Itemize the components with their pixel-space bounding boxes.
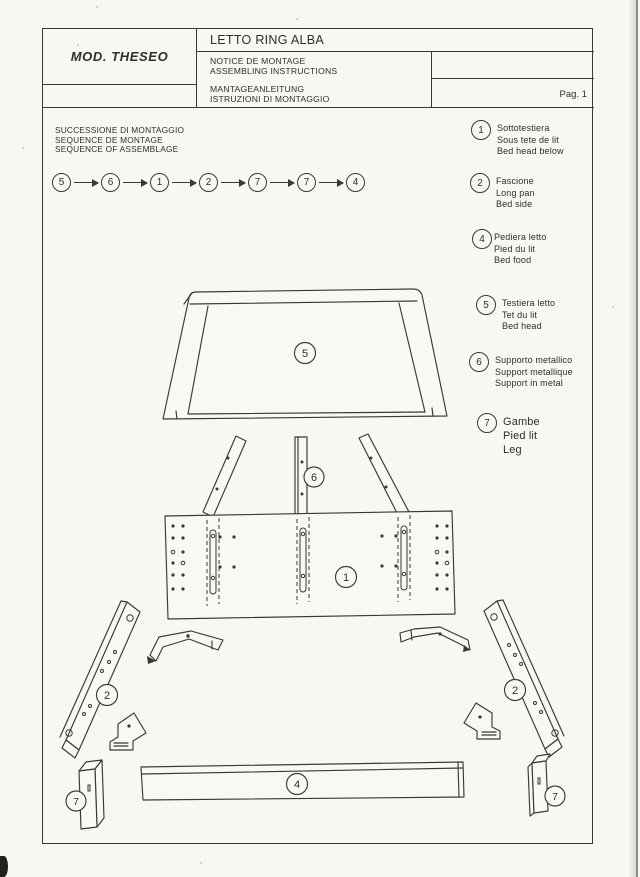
part-number-badge: 2	[470, 173, 490, 193]
part-number-badge: 1	[471, 120, 491, 140]
sequence-step-badge: 5	[52, 173, 71, 192]
part-number-badge: 6	[469, 352, 489, 372]
callout-testiera: 5	[301, 348, 309, 360]
scan-speck	[22, 147, 24, 149]
callout-fascione-left: 2	[103, 690, 111, 702]
part-name-it: Fascione	[496, 176, 534, 186]
sequence-heading-line: SUCCESSIONE DI MONTAGGIO	[55, 125, 185, 135]
sequence-step-badge: 4	[346, 173, 365, 192]
bracket-angle-right	[464, 703, 500, 739]
part-name-fr: Sous tete de lit	[497, 134, 559, 145]
part-name-it: Sottotestiera	[497, 123, 550, 133]
sequence-step-badge: 7	[248, 173, 267, 192]
scan-edge-shadow	[628, 0, 636, 877]
instruction-block-2	[210, 85, 330, 104]
page-number: Pag. 1	[559, 89, 587, 100]
bracket-curved-right	[400, 627, 470, 652]
part-name-en: Bed head	[502, 321, 542, 331]
instruction-block-1	[210, 57, 337, 76]
part-name-en: Leg	[503, 444, 522, 456]
part-name-en: Bed food	[494, 255, 532, 265]
callout-sottotestiera: 1	[342, 572, 350, 584]
part-name-it: Supporto metallico	[495, 355, 573, 365]
exploded-diagram	[42, 106, 594, 844]
instruction-line: MANTAGEANLEITUNG	[210, 84, 305, 94]
bracket-curved-left	[147, 631, 223, 664]
instruction-line: ASSEMBLING INSTRUCTIONS	[210, 65, 338, 76]
part-gamba-right	[528, 754, 550, 816]
scan-edge-line	[636, 0, 638, 877]
part-sottotestiera	[165, 511, 455, 619]
scan-artifact-blob	[0, 856, 8, 877]
sequence-step-badge: 2	[199, 173, 218, 192]
part-number-badge: 5	[476, 295, 496, 315]
sequence-step-badge: 7	[297, 173, 316, 192]
model-name: MOD. THESEO	[70, 49, 169, 64]
titleblock-divider-left-cell	[43, 84, 196, 85]
scan-speck	[296, 18, 298, 20]
part-name-en: Bed head below	[497, 146, 564, 156]
bracket-angle-left	[110, 713, 146, 750]
callout-gamba-left: 7	[73, 796, 79, 808]
part-number-badge: 7	[477, 413, 497, 433]
part-name-fr: Long pan	[496, 187, 535, 198]
product-title: LETTO RING ALBA	[210, 33, 325, 47]
scan-speck	[200, 862, 202, 864]
part-name-fr: Pied du lit	[494, 243, 536, 254]
part-number-badge: 4	[472, 229, 492, 249]
scan-speck	[96, 6, 98, 8]
scan-speck	[77, 44, 79, 46]
titleblock-divider-vertical-1	[196, 29, 197, 107]
part-name-it: Testiera letto	[502, 298, 556, 308]
sequence-heading-line: SEQUENCE DE MONTAGE	[55, 134, 163, 145]
sequence-step-badge: 6	[101, 173, 120, 192]
part-name-it: Gambe	[503, 416, 540, 428]
part-name-en: Bed side	[496, 199, 533, 209]
titleblock-divider-right-cell	[431, 78, 594, 79]
sequence-step-badge: 1	[150, 173, 169, 192]
callout-fascione-right: 2	[511, 685, 519, 697]
part-name-fr: Pied lit	[503, 430, 538, 442]
part-name-fr: Support metallique	[495, 366, 573, 377]
instruction-line: ISTRUZIONI DI MONTAGGIO	[210, 93, 330, 104]
callout-supporto: 6	[310, 472, 318, 484]
scan-speck	[612, 306, 614, 308]
part-name-it: Pediera letto	[494, 232, 547, 242]
sequence-heading-line: SEQUENCE OF ASSEMBLAGE	[55, 144, 179, 155]
instruction-line: NOTICE DE MONTAGE	[210, 56, 306, 66]
callout-gamba-right: 7	[552, 791, 558, 803]
part-name-en: Support in metal	[495, 378, 563, 388]
part-name-fr: Tet du lit	[502, 309, 538, 320]
callout-pediera: 4	[293, 779, 301, 791]
